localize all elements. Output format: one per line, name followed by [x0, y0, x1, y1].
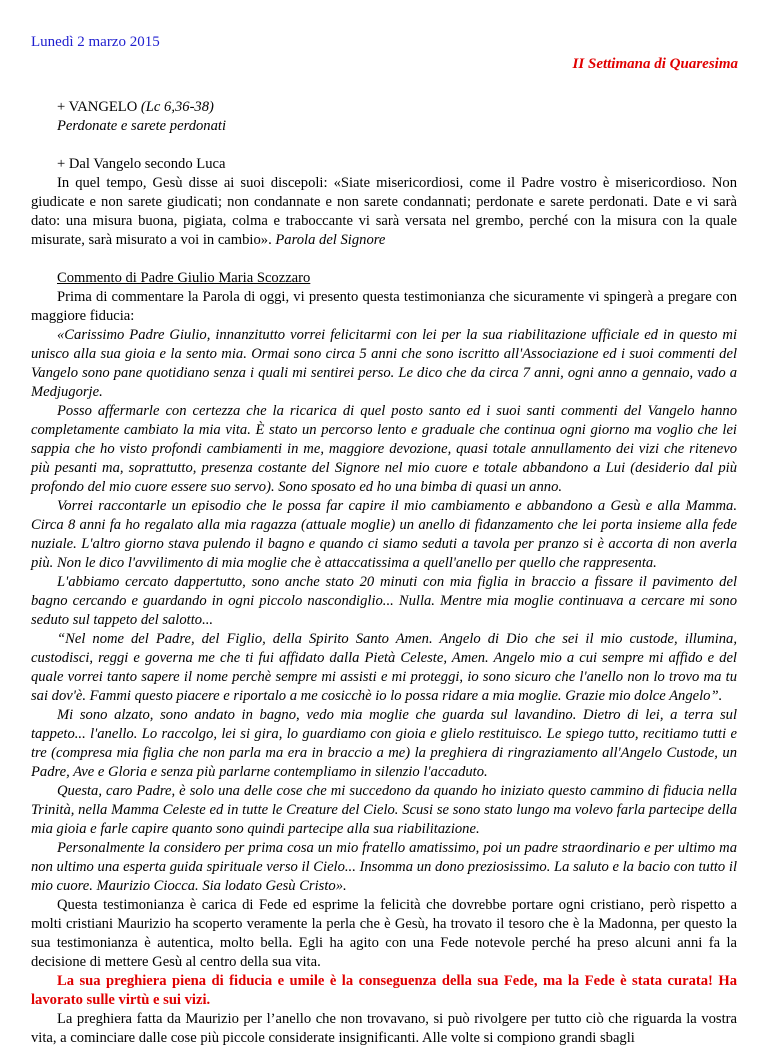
letter-paragraph: Personalmente la considero per prima cosa un mio fratello amatissimo, poi un padre straordinario e per ultimo ma non ultimo una esperta guida spirituale verso il Cielo... Insomma un dono preziosissimo. La saluto e la bacio con tutto il mio cuore. Maurizio Ciocca. Sia lodato Gesù Cristo». [31, 840, 737, 894]
letter-paragraph: Questa, caro Padre, è solo una delle cose che mi succedono da quando ho iniziato questo cammino di fiducia nella Trinità, nella Mamma Celeste ed in tutte le Creature del Cielo. Scusi se sono stato lungo ma volevo farla partecipe della mia gioia e farle capire quanto sono quindi partecipe alla sua riabilitazione. [31, 783, 737, 837]
comment-paragraph: Questa testimonianza è carica di Fede ed esprime la felicità che dovrebbe portare ogni cristiano, però rispetto a molti cristiani Maurizio ha scoperto veramente la perla che è Gesù, ha trovato il tesoro che è la Madonna, per questo la sua testimonianza è autentica, molto bella. Egli ha agito con una Fede notevole perché ha preso alcuni anni fa la decisione di mettere Gesù al centro della sua vita. [31, 897, 737, 970]
date-header: Lunedì 2 marzo 2015 [31, 34, 160, 50]
gospel-closing: Parola del Signore [275, 232, 386, 248]
comment-title: Commento di Padre Giulio Maria Scozzaro [57, 270, 311, 286]
comment-intro: Prima di commentare la Parola di oggi, vi presento questa testimonianza che sicuramente vi spingerà a pregare con maggiore fiducia: [31, 289, 737, 324]
letter-paragraph: “Nel nome del Padre, del Figlio, della Spirito Santo Amen. Angelo di Dio che sei il mio custode, illumina, custodisci, reggi e governa me che ti fui affidato dalla Pietà Celeste, Amen. Angelo mio a cui sempre mi affido e del quale vorrei tanto sapere il nome perchè sempre mi assisti e mi proteggi, io sono sicuro che l'anello non lo trovo ma tu sai dov'è. Fammi questo piacere e riportalo a me cosicchè io lo possa ridare a mia moglie. Grazie mio dolce Angelo”. [31, 631, 737, 704]
gospel-label: + VANGELO [57, 99, 138, 115]
letter-paragraph: L'abbiamo cercato dappertutto, sono anche stato 20 minuti con mia figlia in braccio a fissare il pavimento del bagno cercando e guardando in ogni piccolo nascondiglio... Nulla. Mentre mia moglie continuava a cercare mi sono seduto sul tappeto del salotto... [31, 574, 737, 628]
gospel-text [31, 174, 737, 250]
gospel-heading [31, 98, 737, 117]
gospel-source: + Dal Vangelo secondo Luca [57, 156, 226, 172]
gospel-subtitle: Perdonate e sarete perdonati [57, 118, 227, 134]
highlight-paragraph: La sua preghiera piena di fiducia e umile è la conseguenza della sua Fede, ma la Fede è stata curata! Ha lavorato sulle virtù e sui vizi. [31, 973, 737, 1008]
comment-paragraph: La preghiera fatta da Maurizio per l’anello che non trovavano, si può rivolgere per tutto ciò che riguarda la vostra vita, a cominciare dalle cose più piccole considerate insignificanti. Alle volte si compiono grandi sbagli [31, 1011, 737, 1046]
letter-paragraph: Vorrei raccontarle un episodio che le possa far capire il mio cambiamento e abbandono a Gesù e alla Mamma. Circa 8 anni fa ho regalato alla mia ragazza (attuale moglie) un anello di fidanzamento che lei porta insieme alla fede nuziale. L'altro giorno stava pulendo il bagno e quando ci siamo seduti a tavola per pranzo si è accorta di non averla più. Non le dico l'avvilimento di mia moglie che è attaccatissima a quell'anello per quello che rappresenta. [31, 498, 737, 571]
letter-paragraph: Mi sono alzato, sono andato in bagno, vedo mia moglie che guarda sul lavandino. Dietro di lei, a terra sul tappeto... l'anello. Lo raccolgo, lei si gira, lo guardiamo con gioia e glielo restituisco. Le spiego tutto, recitiamo tutti e tre (compresa mia figlia che non parla ma era in braccio a me) la preghiera di ringraziamento all'Angelo Custode, un Padre, Ave e Gloria e senza più parlarne contempliamo in silenzio l'accaduto. [31, 707, 737, 780]
letter-paragraph: Posso affermarle con certezza che la ricarica di quel posto santo ed i suoi santi commenti del Vangelo hanno completamente cambiato la mia vita. È stato un percorso lento e graduale che continua ogni giorno ma voglio che lei sappia che ho visto profondi cambiamenti in me, maggiore devozione, quasi totale annullamento dei vizi che ritenevo più pesanti ma, soprattutto, presenza costante del Signore nel mio cuore e totale abbandono a Lui (desiderio dal più profondo del mio cuore essere suo servo). Sono sposato ed ho una bimba di quasi un anno. [31, 403, 737, 495]
gospel-reference: (Lc 6,36-38) [140, 99, 214, 115]
letter-paragraph: «Carissimo Padre Giulio, innanzitutto vorrei felicitarmi con lei per la sua riabilitazione ufficiale ed in questo mi unisco alla sua gioia e la sento mia. Ormai sono circa 5 anni che sono iscritto all'Associazione ed i suoi commenti del Vangelo sono pane quotidiano senza i quali mi sentirei perso. Le dico che da circa 7 anni, ogni anno a gennaio, vado a Medjugorje. [31, 327, 737, 400]
gospel-passage: In quel tempo, Gesù disse ai suoi discepoli: «Siate misericordiosi, come il Padre vostro è misericordioso. Non giudicate e non sarete giudicati; non condannate e non sarete condannati; perdonate e sarete perdonati. Date e vi sarà dato: una misura buona, pigiata, colma e traboccante vi sarà versata nel grembo, perché con la misura con la quale misurate, sarà misurato a voi in cambio». [31, 175, 737, 248]
liturgical-week: II Settimana di Quaresima [572, 56, 738, 72]
document-body [31, 98, 737, 1048]
